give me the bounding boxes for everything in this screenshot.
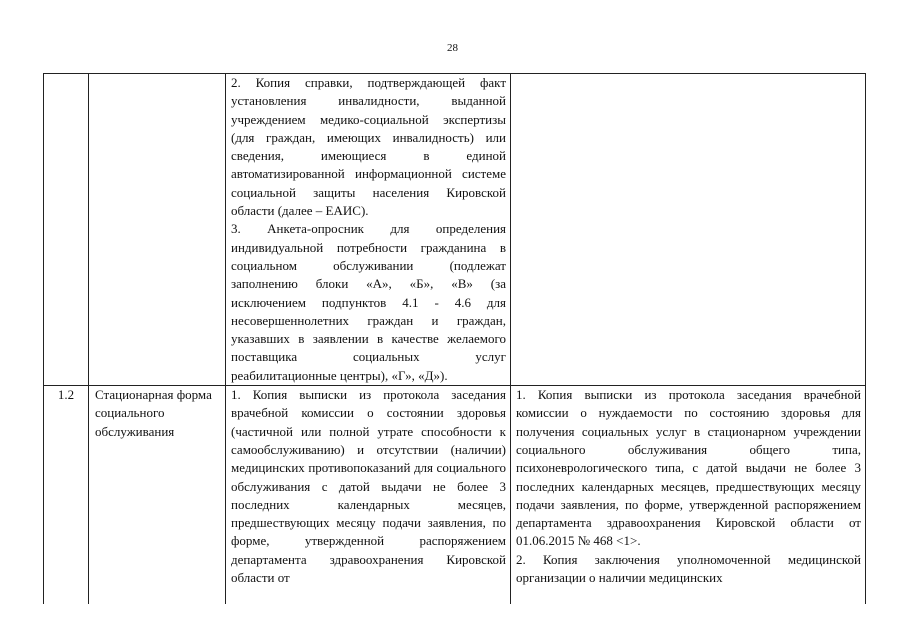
services-table: [43, 73, 866, 604]
row-number-cell: 1.2: [44, 386, 89, 605]
document-item: 2. Копия заключения уполномоченной медицинской организации о наличии медицинских: [516, 551, 861, 586]
table-row: [44, 74, 866, 386]
table-row: [44, 386, 866, 605]
service-form-cell: Стационарная форма социального обслуживания: [89, 386, 226, 605]
additional-documents-cell: [511, 386, 866, 605]
document-item: 3. Анкета-опросник для определения индивидуальной потребности гражданина в социальном обслуживании (подлежат заполнению блоки «А», «Б», «В» (за исключением подпунктов 4.1 - 4.6 для несовершеннолетних граждан и граждан, указавших в заявлении в качестве желаемого поставщика социальных услуг реабилитационные центры), «Г», «Д»).: [231, 221, 506, 383]
document-item: 1. Копия выписки из протокола заседания врачебной комиссии о состоянии здоровья (частичной или полной утрате способности к самообслуживанию) и отсутствии (наличии) медицинских противопоказаний для социального обслуживания с датой выдачи не более 3 последних календарных месяцев, предшествующих месяцу подачи заявления, по форме, утвержденной распоряжением департамента здравоохранения Кировской области от: [231, 387, 506, 586]
document-item: 1. Копия выписки из протокола заседания врачебной комиссии о нуждаемости по состоянию здоровья для получения социальных услуг в стационарном учреждении социального обслуживания общего типа, психоневрологического типа, с датой выдачи не более 3 последних календарных месяцев, предшествующих месяцу подачи заявления, по форме, утвержденной распоряжением департамента здравоохранения Кировской области от 01.06.2015 № 468 <1>.: [516, 387, 861, 549]
row-number-cell: [44, 74, 89, 386]
additional-documents-cell: [511, 74, 866, 386]
document-item: 2. Копия справки, подтверждающей факт установления инвалидности, выданной учреждением медико-социальной экспертизы (для граждан, имеющих инвалидность) или сведения, имеющиеся в единой автоматизированной информационной системе социальной защиты населения Кировской области (далее – ЕАИС).: [231, 75, 506, 219]
required-documents-cell: [226, 74, 511, 386]
page-number: 28: [447, 42, 458, 54]
required-documents-cell: [226, 386, 511, 605]
service-form-cell: [89, 74, 226, 386]
